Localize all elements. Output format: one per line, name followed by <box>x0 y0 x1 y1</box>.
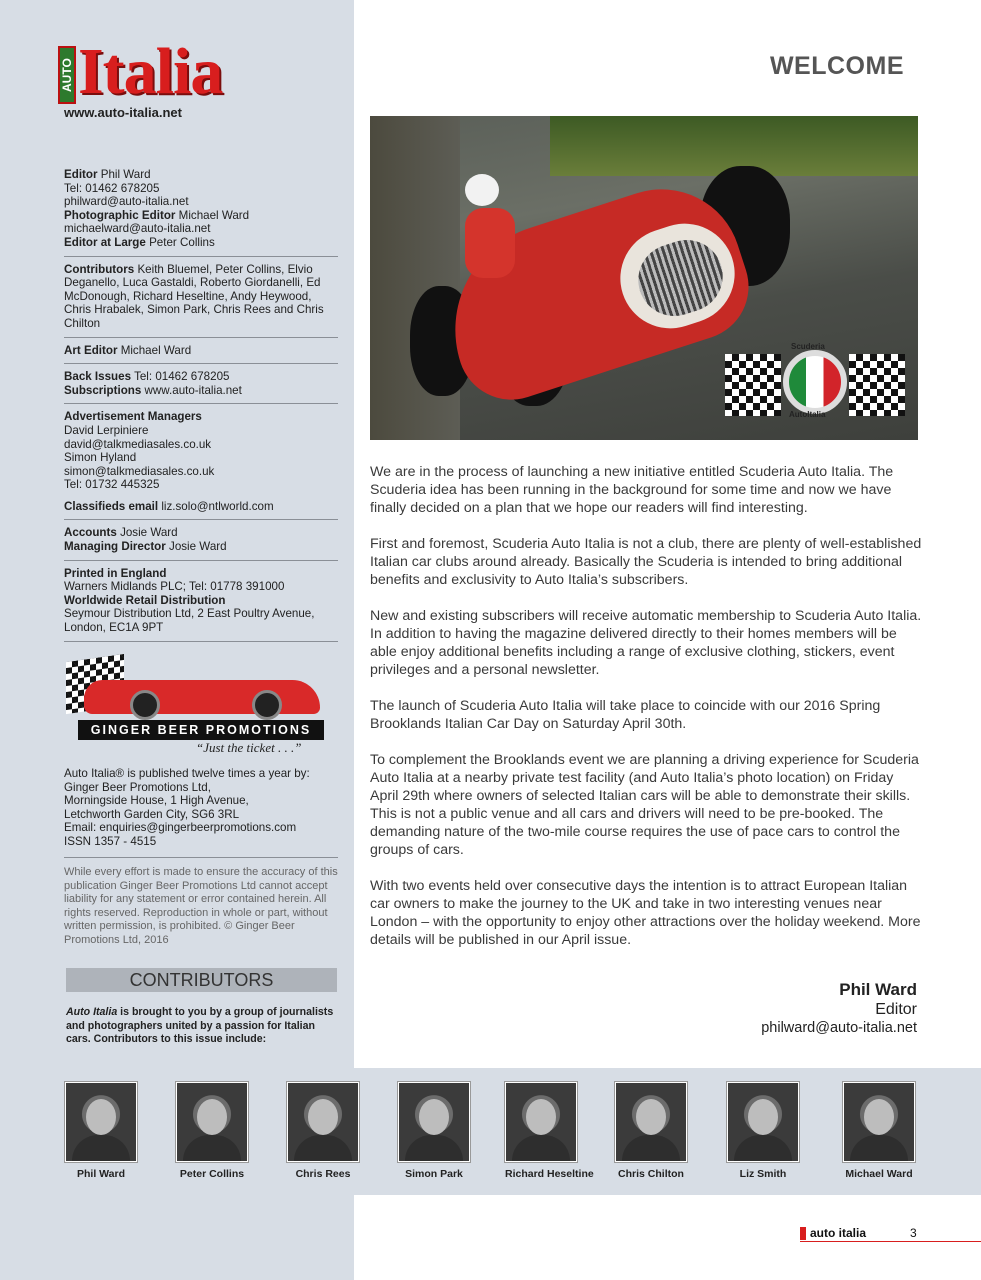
wheel-icon <box>252 690 282 720</box>
portrait-photo <box>398 1082 470 1162</box>
editor-at-large-label: Editor at Large <box>64 235 146 249</box>
ad-manager-2-name: Simon Hyland <box>64 451 137 465</box>
ad-tagline: “Just the ticket . . .” <box>196 740 302 755</box>
logo-wordmark: Italia <box>78 35 223 108</box>
ad-manager-2-email[interactable]: simon@talkmediasales.co.uk <box>64 464 215 478</box>
contributor-name: Simon Park <box>405 1168 463 1180</box>
torso-shape <box>512 1135 570 1162</box>
photo-editor-email[interactable]: michaelward@auto-italia.net <box>64 222 211 236</box>
torso-shape <box>850 1135 908 1162</box>
footer-rule <box>800 1241 981 1242</box>
md-label: Managing Director <box>64 540 166 554</box>
checkered-flag-icon <box>849 354 905 416</box>
portrait-photo <box>727 1082 799 1162</box>
portrait-photo <box>287 1082 359 1162</box>
signature-email[interactable]: philward@auto-italia.net <box>761 1020 917 1036</box>
face-shape <box>86 1099 116 1135</box>
legal-disclaimer: While every effort is made to ensure the accuracy of this publication Ginger Beer Promotions Ltd cannot accept liability for any statement or error contained herein. All rights reserved. Reproduction in whole or part, without written permission, is prohibited. © Ginger Beer Promotions Ltd, 2016 <box>64 866 338 946</box>
contributor-card[interactable] <box>843 1082 915 1180</box>
badge-bottom-text: AutoItalia <box>789 410 826 419</box>
footer-magazine-name: auto italia <box>810 1226 867 1240</box>
portrait-photo <box>65 1082 137 1162</box>
paragraph: With two events held over consecutive days the intention is to attract European Italian car owners to make the journey to the UK and take in two interesting venues near London – with the opportunity to enjoy other attractions over the holiday weekend. More details will be published in our April issue. <box>370 878 921 948</box>
accounts-label: Accounts <box>64 526 117 540</box>
contributors-label: Contributors <box>64 262 135 276</box>
md-name: Josie Ward <box>169 540 227 554</box>
magazine-name: Auto Italia <box>66 1006 118 1018</box>
hero-photo[interactable] <box>370 116 918 440</box>
publisher-line: Auto Italia® is published twelve times a year by: <box>64 767 310 780</box>
subscriptions-url[interactable]: www.auto-italia.net <box>144 383 242 397</box>
torso-shape <box>622 1135 680 1162</box>
publisher-line: Letchworth Garden City, SG6 3RL <box>64 807 240 821</box>
signature-role: Editor <box>875 1001 917 1018</box>
subscriptions-label: Subscriptions <box>64 383 142 397</box>
wheel-icon <box>130 690 160 720</box>
ad-manager-1-name: David Lerpiniere <box>64 423 149 437</box>
publisher-line: Ginger Beer Promotions Ltd, <box>64 780 211 794</box>
contributor-name: Phil Ward <box>76 1168 126 1180</box>
scuderia-badge <box>725 342 905 420</box>
page-footer <box>800 1226 981 1242</box>
paragraph: The launch of Scuderia Auto Italia will take place to coincide with our 2016 Spring Brooklands Italian Car Day on Saturday April 30th. <box>370 698 881 732</box>
portrait-photo <box>843 1082 915 1162</box>
face-shape <box>748 1099 778 1135</box>
red-racing-car-illustration <box>84 680 320 714</box>
article-body <box>370 463 922 967</box>
contributor-name: Michael Ward <box>845 1168 913 1180</box>
face-shape <box>864 1099 894 1135</box>
helmet-shape <box>465 174 499 206</box>
classifieds-email[interactable]: liz.solo@ntlworld.com <box>161 499 274 513</box>
accounts-name: Josie Ward <box>120 526 178 540</box>
contributor-card[interactable] <box>615 1082 687 1180</box>
publisher-info <box>64 767 338 858</box>
ad-manager-1-email[interactable]: david@talkmediasales.co.uk <box>64 437 212 451</box>
contributors-intro <box>66 1006 338 1047</box>
face-shape <box>308 1099 338 1135</box>
distribution-info: Seymour Distribution Ltd, 2 East Poultry Avenue, London, EC1A 9PT <box>64 607 315 635</box>
page-number: 3 <box>910 1226 917 1240</box>
signature <box>761 980 917 1038</box>
editor-label: Editor <box>64 168 98 181</box>
paragraph: New and existing subscribers will receive automatic membership to Scuderia Auto Italia. In addition to having the magazine delivered directly to their homes members will be able enjoy additional benefits including a range of exclusive clothing, stickers, event privileges and a personal newsletter. <box>370 608 922 678</box>
editor-name: Phil Ward <box>100 168 151 181</box>
italian-roundel-icon <box>783 350 847 414</box>
checkered-flag-icon <box>725 354 781 416</box>
contributor-name: Liz Smith <box>739 1168 787 1180</box>
contributor-card[interactable] <box>287 1082 359 1180</box>
website-url[interactable]: www.auto-italia.net <box>64 105 182 120</box>
ad-banner: GINGER BEER PROMOTIONS <box>78 720 324 740</box>
photo-editor-label: Photographic Editor <box>64 208 176 222</box>
torso-shape <box>72 1135 130 1162</box>
portrait-photo <box>176 1082 248 1162</box>
publisher-line: Morningside House, 1 High Avenue, <box>64 794 249 808</box>
paragraph: To complement the Brooklands event we are planning a driving experience for Scuderia Auto Italia at a nearby private test facility (and Auto Italia’s photo location) on Friday April 29th where owners of selected Italian cars will be able to demonstrate their skills. This is not a public venue and all cars and drivers will need to be pre-booked. The demanding nature of the two-mile course requires the use of pace cars to control the groups of cars. <box>370 752 919 858</box>
logo-auto-tag: AUTO <box>58 46 76 104</box>
face-shape <box>197 1099 227 1135</box>
paragraph: We are in the process of launching a new initiative entitled Scuderia Auto Italia. The Scuderia idea has been running in the background for some time and now we have finally decided on a plan that we hope our readers will find interesting. <box>370 464 894 516</box>
editor-at-large-name: Peter Collins <box>149 235 215 249</box>
back-issues-tel: Tel: 01462 678205 <box>134 370 230 384</box>
contributor-name: Richard Heseltine <box>505 1168 594 1180</box>
contributors-heading: CONTRIBUTORS <box>66 968 337 992</box>
contributor-card[interactable] <box>398 1082 470 1180</box>
torso-shape <box>183 1135 241 1162</box>
ginger-beer-ad[interactable] <box>64 656 336 760</box>
footer-accent-bar <box>800 1227 806 1240</box>
torso-shape <box>405 1135 463 1162</box>
signature-name: Phil Ward <box>839 980 917 999</box>
contributor-card[interactable] <box>505 1082 594 1180</box>
intro-text: is brought to you by a group of journalists and photographers united by a passion for Italian cars. Contributors to this issue include: <box>66 1006 334 1045</box>
editor-email[interactable]: philward@auto-italia.net <box>64 195 189 209</box>
contributor-card[interactable] <box>176 1082 248 1180</box>
face-shape <box>636 1099 666 1135</box>
distribution-label: Worldwide Retail Distribution <box>64 593 226 607</box>
torso-shape <box>294 1135 352 1162</box>
staff-credits <box>64 168 338 648</box>
driver-shape <box>465 208 515 278</box>
page-title: WELCOME <box>769 52 904 80</box>
contributors-list: Keith Bluemel, Peter Collins, Elvio Deganello, Luca Gastaldi, Roberto Giordanelli, Ed McDonough, Richard Heseltine, Andy Heywood, Chris Hrabalek, Simon Park, Chris Rees and Chris Chilton <box>64 262 324 330</box>
back-issues-label: Back Issues <box>64 370 132 384</box>
badge-top-text: Scuderia <box>791 342 825 351</box>
ad-managers-label: Advertisement Managers <box>64 410 202 424</box>
paragraph: First and foremost, Scuderia Auto Italia is not a club, there are plenty of well-established Italian car clubs around already. Basically the Scuderia is intended to bring additional benefits and exclusivity to Auto Italia’s subscribers. <box>370 536 922 588</box>
printer-info: Warners Midlands PLC; Tel: 01778 391000 <box>64 580 285 594</box>
printed-label: Printed in England <box>64 566 167 580</box>
contributor-card[interactable] <box>727 1082 799 1180</box>
art-editor-label: Art Editor <box>64 343 118 357</box>
contributor-name: Chris Rees <box>295 1168 351 1180</box>
torso-shape <box>734 1135 792 1162</box>
portrait-photo <box>615 1082 687 1162</box>
art-editor-name: Michael Ward <box>120 343 192 357</box>
publisher-email[interactable]: Email: enquiries@gingerbeerpromotions.com <box>64 821 297 835</box>
issn: ISSN 1357 - 4515 <box>64 834 157 848</box>
photo-editor-name: Michael Ward <box>178 208 250 222</box>
face-shape <box>526 1099 556 1135</box>
classifieds-label: Classifieds email <box>64 499 159 513</box>
portrait-photo <box>505 1082 577 1162</box>
face-shape <box>419 1099 449 1135</box>
contributor-name: Chris Chilton <box>618 1168 684 1180</box>
editor-tel: Tel: 01462 678205 <box>64 181 160 195</box>
ad-tel: Tel: 01732 445325 <box>64 478 160 492</box>
contributor-card[interactable] <box>65 1082 137 1180</box>
contributor-name: Peter Collins <box>179 1168 245 1180</box>
